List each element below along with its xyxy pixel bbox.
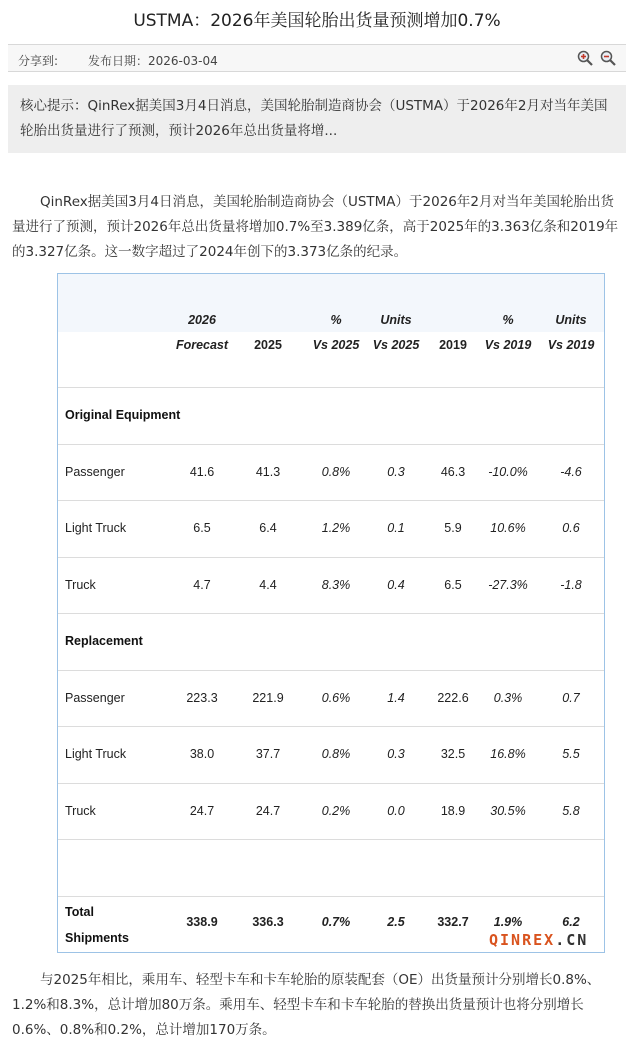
row-divider [58, 500, 604, 501]
row-divider [58, 387, 604, 388]
table-cell: 5.9 [444, 521, 462, 535]
publish-date: 发布日期：2026-03-04 [88, 54, 218, 68]
watermark-domain: .CN [555, 931, 589, 949]
share-label[interactable]: 分享到: [18, 54, 59, 68]
section-header: Replacement [65, 634, 143, 648]
table-cell: 222.6 [437, 690, 469, 705]
article-paragraph-2: 与2025年相比，乘用车、轻型卡车和卡车轮胎的原装配套（OE）出货量预计分别增长0.8%、1.2%和8.3%，总计增加80万条。乘用车、轻型卡车和卡车轮胎的替换出货量预计也将分别增长0.6%、0.8%和0.2%，总计增加170万条。 [12, 972, 601, 1038]
watermark [489, 931, 588, 949]
zoom-out-icon[interactable] [600, 50, 616, 66]
row-divider [58, 896, 604, 897]
table-cell: 16.8% [490, 747, 526, 761]
row-label: Truck [65, 803, 96, 818]
article-paragraph-1: QinRex据美国3月4日消息，美国轮胎制造商协会（USTMA）于2026年2月对当年美国轮胎出货量进行了预测，预计2026年总出货量将增加0.7%至3.389亿条，高于2025年的3.363亿条和2019年的3.327亿条。这一数字超过了2024年创下的3.373亿条的纪录。 [12, 194, 619, 260]
watermark-brand: QINREX [489, 931, 556, 949]
table-cell: 30.5% [490, 803, 526, 818]
table-cell: 1.2% [321, 521, 351, 535]
table-cell: 32.5 [440, 747, 466, 761]
table-cell: 4.4 [259, 577, 277, 592]
section-header: Original Equipment [65, 408, 181, 422]
table-cell: 24.7 [189, 803, 215, 818]
table-cell: 6.5 [444, 577, 462, 592]
table-cell: 0.8% [321, 747, 351, 761]
column-header-3-line-0: Units [380, 313, 412, 327]
column-header-5-line-1: Vs 2019 [484, 338, 532, 352]
table-cell: 0.6% [321, 690, 351, 705]
total-cell: 336.3 [252, 914, 284, 929]
row-divider [58, 783, 604, 784]
column-header-2-line-0: % [330, 313, 342, 327]
table-cell: 221.9 [252, 690, 284, 705]
column-header-6-line-1: Vs 2019 [547, 338, 595, 352]
total-cell: 2.5 [387, 914, 405, 929]
column-header-1-line-1: 2025 [254, 338, 282, 352]
table-cell: 46.3 [440, 464, 466, 479]
table-cell: -27.3% [488, 577, 528, 592]
table-cell: 0.3% [493, 690, 523, 705]
column-header-5-line-0: % [502, 313, 514, 327]
table-cell: 0.7 [562, 690, 580, 705]
row-label: Passenger [65, 690, 125, 705]
column-header-3-line-1: Vs 2025 [372, 338, 420, 352]
table-cell: 0.6 [562, 521, 580, 535]
column-header-6-line-0: Units [555, 313, 587, 327]
column-header-2-line-1: Vs 2025 [312, 338, 360, 352]
table-cell: 24.7 [255, 803, 281, 818]
table-cell: 0.8% [321, 464, 351, 479]
table-cell: 1.4 [387, 690, 405, 705]
table-cell: 5.8 [562, 803, 580, 818]
table-cell: 37.7 [255, 747, 281, 761]
total-cell: 338.9 [186, 914, 218, 929]
table-cell: 223.3 [186, 690, 218, 705]
row-divider [58, 557, 604, 558]
total-cell: 0.7% [321, 914, 351, 929]
table-cell: 38.0 [189, 747, 215, 761]
total-label-line1: Total [65, 904, 94, 919]
table-cell: -4.6 [560, 464, 582, 479]
table-cell: 6.4 [259, 521, 277, 535]
column-header-4-line-1: 2019 [439, 338, 467, 352]
total-cell: 6.2 [562, 914, 580, 929]
table-cell: 10.6% [490, 521, 526, 535]
article-meta-bar [8, 44, 626, 72]
table-cell: 5.5 [562, 747, 580, 761]
table-cell: 8.3% [321, 577, 351, 592]
table-cell: 0.3 [387, 747, 405, 761]
table-cell: -10.0% [488, 464, 528, 479]
row-label: Truck [65, 577, 96, 592]
shipments-table [57, 273, 605, 953]
row-label: Light Truck [65, 747, 127, 761]
row-divider [58, 613, 604, 614]
row-divider [58, 670, 604, 671]
table-cell: 18.9 [440, 803, 466, 818]
row-divider [58, 839, 604, 840]
table-cell: 0.0 [387, 803, 405, 818]
table-cell: 0.2% [321, 803, 351, 818]
table-cell: 41.3 [255, 464, 281, 479]
table-cell: 6.5 [193, 521, 211, 535]
table-cell: 0.3 [387, 464, 405, 479]
column-header-0-line-1: Forecast [175, 338, 229, 352]
row-divider [58, 444, 604, 445]
table-cell: 41.6 [189, 464, 215, 479]
article-title: USTMA：2026年美国轮胎出货量预测增加0.7% [133, 11, 501, 31]
zoom-in-icon[interactable] [577, 50, 593, 66]
total-label-line2: Shipments [65, 930, 129, 945]
row-divider [58, 726, 604, 727]
total-cell: 332.7 [437, 914, 469, 929]
table-cell: 4.7 [193, 577, 211, 592]
row-label: Light Truck [65, 521, 127, 535]
table-cell: 0.1 [387, 521, 405, 535]
table-cell: -1.8 [560, 577, 582, 592]
column-header-0-line-0: 2026 [188, 313, 216, 327]
table-cell: 0.4 [387, 577, 405, 592]
row-label: Passenger [65, 464, 125, 479]
total-cell: 1.9% [493, 914, 523, 929]
summary-box: 核心提示：QinRex据美国3月4日消息，美国轮胎制造商协会（USTMA）于2026年2月对当年美国轮胎出货量进行了预测，预计2026年总出货量将增... [8, 85, 626, 153]
